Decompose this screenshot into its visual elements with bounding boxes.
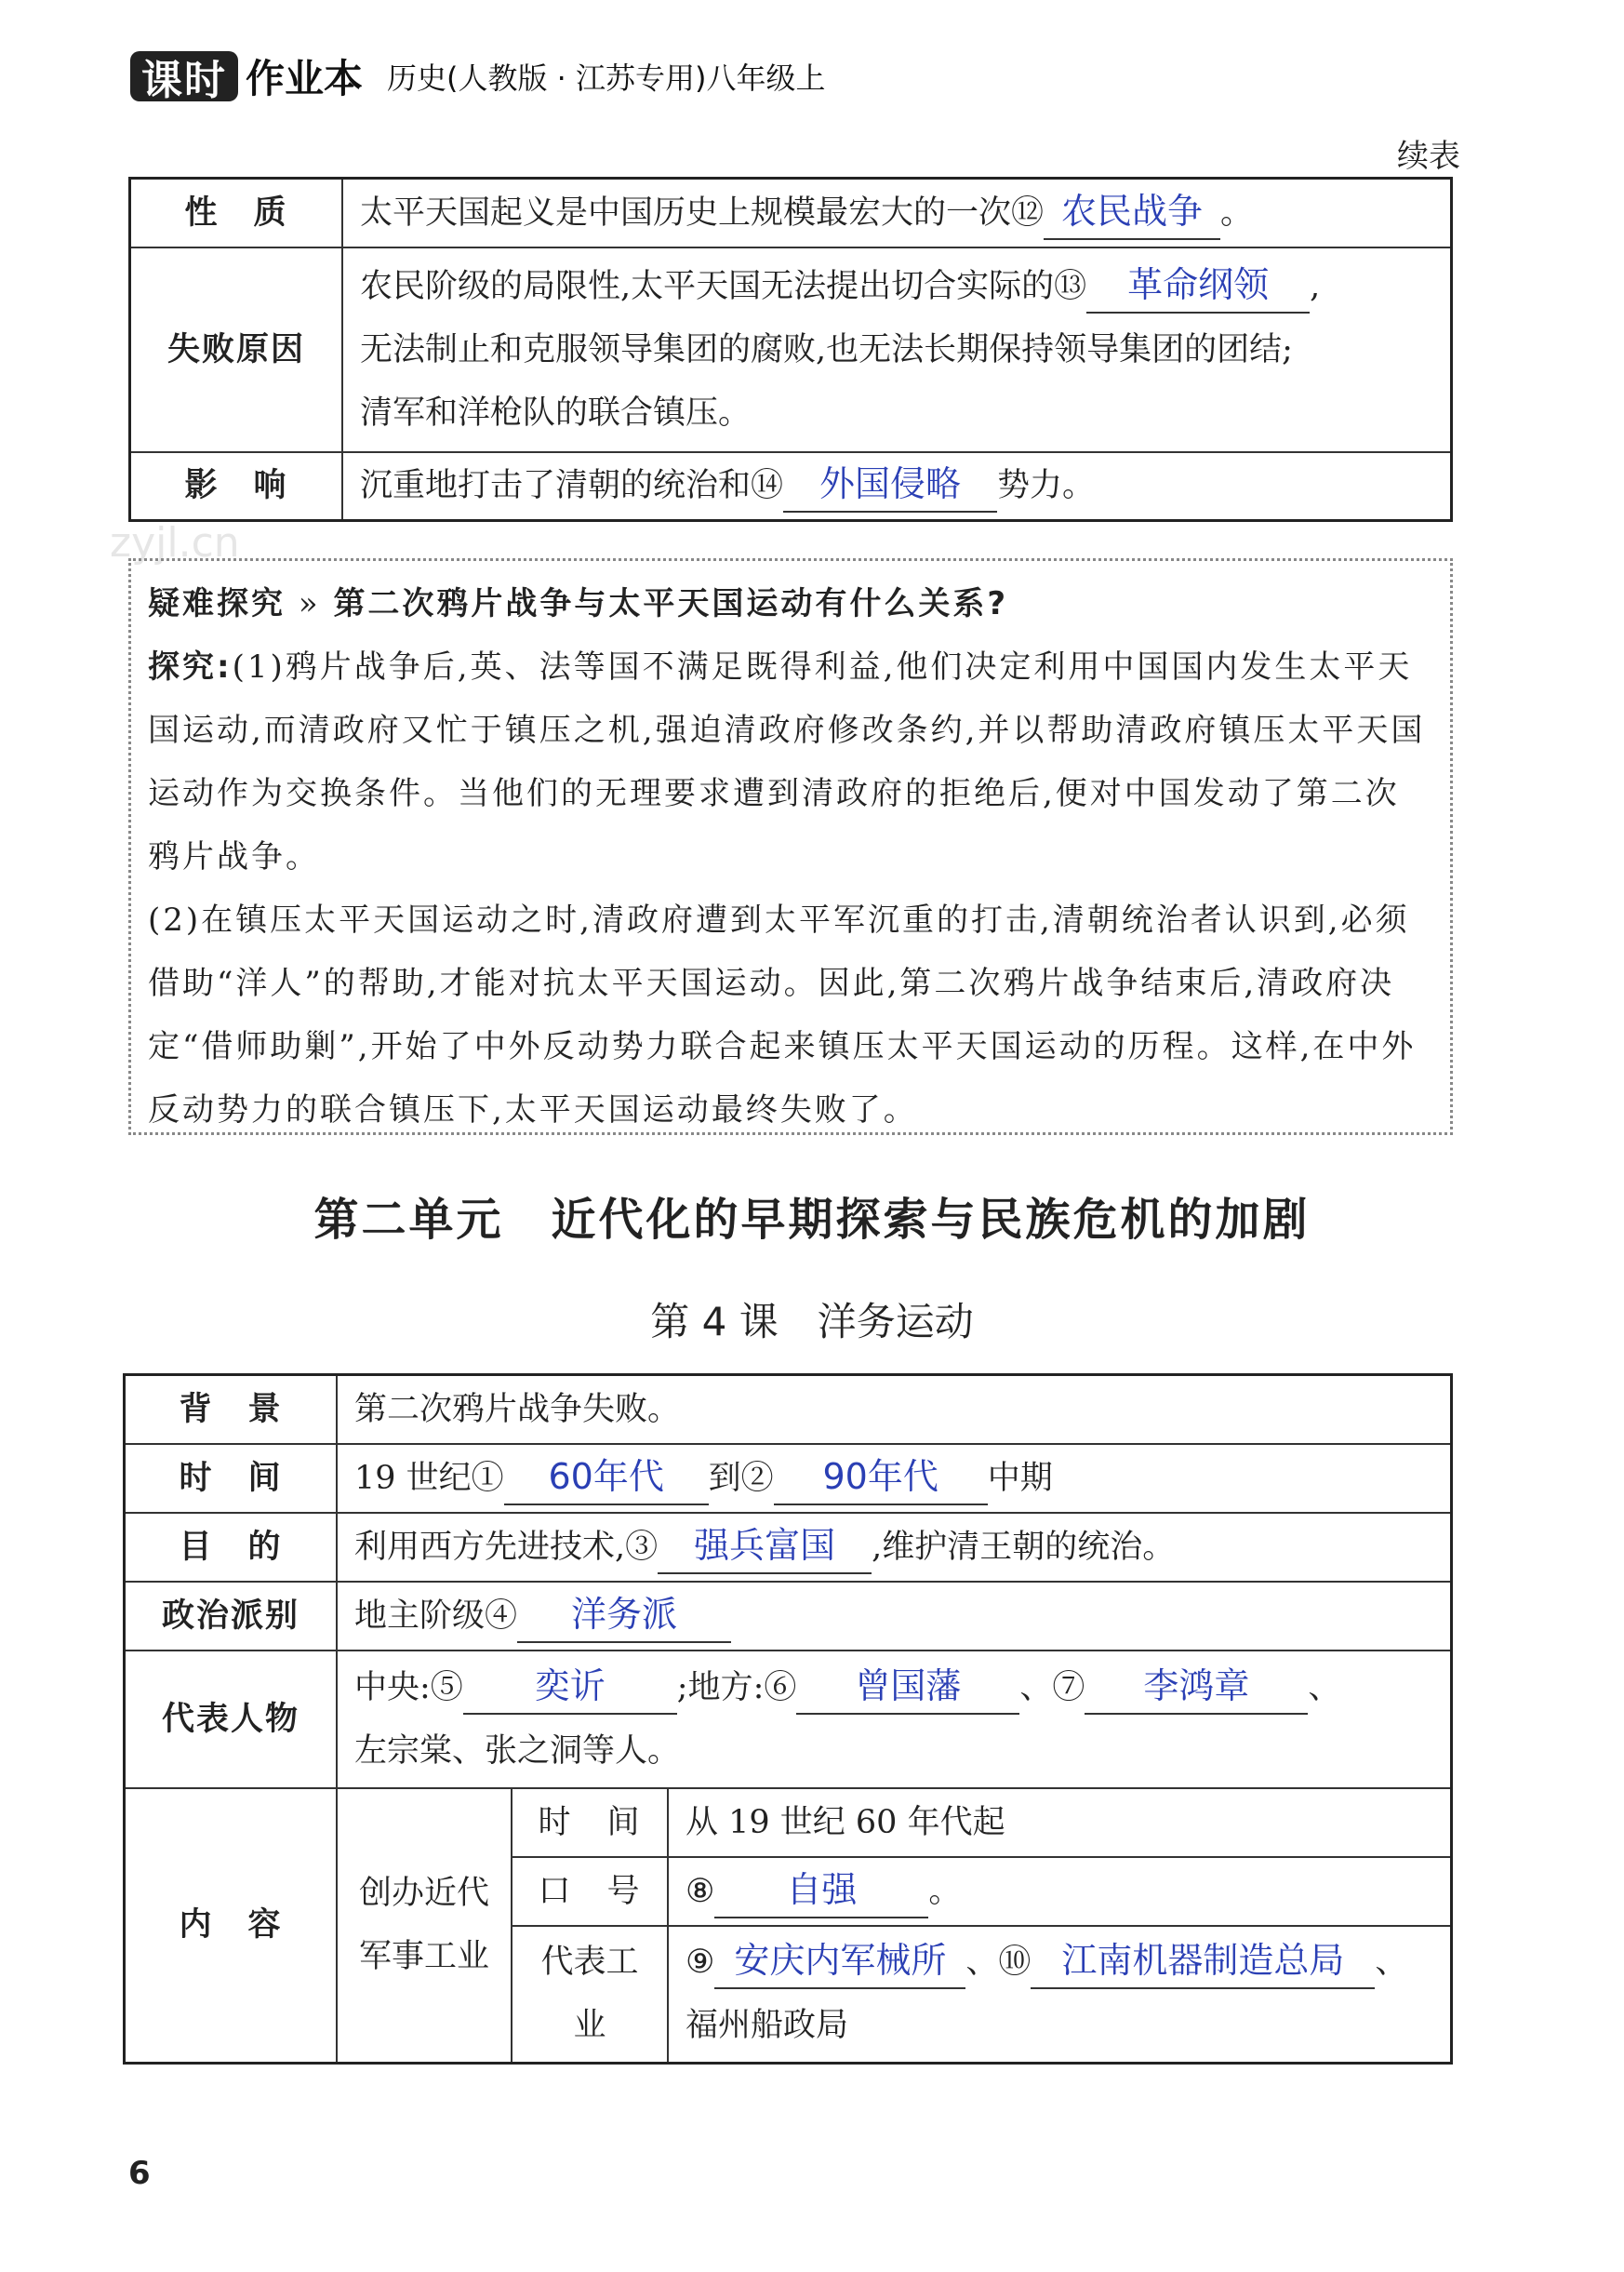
lesson-title: 第 4 课 洋务运动 xyxy=(650,1299,974,1344)
answer: 强兵富国 xyxy=(694,1524,836,1566)
row-label: 失败原因 xyxy=(130,247,343,452)
text: 左宗棠、张之洞等人。 xyxy=(354,1731,681,1770)
text: 19 世纪① xyxy=(354,1459,504,1497)
text: 清军和洋枪队的联合镇压。 xyxy=(360,394,752,432)
text: 到② xyxy=(708,1459,774,1497)
text: 沉重地打击了清朝的统治和⑭ xyxy=(360,467,784,505)
answer: 江南机器制造总局 xyxy=(1061,1940,1345,1982)
answer: 奕䜣 xyxy=(534,1664,606,1706)
text: 、⑩ xyxy=(965,1944,1032,1982)
text: 太平天国起义是中国历史上规模最宏大的一次⑫ xyxy=(360,194,1045,232)
text: 无法制止和克服领导集团的腐败,也无法长期保持领导集团的团结; xyxy=(360,330,1293,368)
explore-tag: 疑难探究 xyxy=(148,585,286,622)
row-content xyxy=(337,1651,1452,1788)
row-content xyxy=(337,1513,1452,1582)
sub-row-label: 代表工业 xyxy=(512,1926,668,2064)
answer: 90年代 xyxy=(822,1455,938,1497)
page-number: 6 xyxy=(128,2155,151,2192)
explore-paragraph-1: (1)鸦片战争后,英、法等国不满足既得利益,他们决定利用中国国内发生太平天国运动,而清政府又忙于镇压之机,强迫清政府修改条约,并以帮助清政府镇压太平天国运动作为交换条件。当他们的无理要求遭到清政府的拒绝后,便对中国发动了第二次鸦片战争。 xyxy=(148,648,1426,875)
table-row xyxy=(125,1375,1452,1444)
page-header xyxy=(130,48,826,104)
westernization-table xyxy=(123,1373,1453,2065)
book-title: 作业本 xyxy=(246,56,364,101)
text: 。 xyxy=(1220,194,1254,232)
text: 中期 xyxy=(987,1459,1053,1497)
text: , xyxy=(1310,267,1321,305)
unit-title: 第二单元 近代化的早期探索与民族危机的加剧 xyxy=(313,1194,1311,1246)
sub-row-label: 口 号 xyxy=(512,1857,668,1926)
answer: 洋务派 xyxy=(571,1593,678,1635)
text: 福州船政局 xyxy=(686,2007,849,2045)
answer: 外国侵略 xyxy=(819,463,962,505)
answer: 革命纲领 xyxy=(1127,263,1270,305)
table-row xyxy=(125,1444,1452,1513)
text: ⑨ xyxy=(686,1944,715,1982)
text: 利用西方先进技术,③ xyxy=(354,1528,659,1566)
answer: 李鸿章 xyxy=(1143,1664,1250,1706)
sub-label: 创办近代军事工业 xyxy=(337,1788,512,2064)
text: 地主阶级④ xyxy=(354,1597,518,1635)
text: ;地方:⑥ xyxy=(676,1668,797,1706)
table-row xyxy=(125,1513,1452,1582)
row-content xyxy=(337,1582,1452,1651)
answer: 自强 xyxy=(786,1868,858,1910)
arrow-icon: » xyxy=(298,585,321,622)
row-label: 时 间 xyxy=(125,1444,338,1513)
sub-row-content xyxy=(668,1926,1452,2064)
sub-row-content: 从 19 世纪 60 年代起 xyxy=(668,1788,1452,1857)
taiping-table xyxy=(128,177,1453,522)
sub-row-content xyxy=(668,1857,1452,1926)
text: 势力。 xyxy=(997,467,1096,505)
sub-row-label: 时 间 xyxy=(512,1788,668,1857)
answer: 曾国藩 xyxy=(855,1664,962,1706)
answer: 安庆内军械所 xyxy=(734,1940,947,1982)
table-row xyxy=(125,1651,1452,1788)
answer: 60年代 xyxy=(548,1455,664,1497)
table-row xyxy=(130,179,1452,247)
table-row xyxy=(125,1788,1452,1857)
row-label: 代表人物 xyxy=(125,1651,338,1788)
table-row xyxy=(130,452,1452,521)
brand-logo: 课时 xyxy=(130,51,238,101)
row-label: 背 景 xyxy=(125,1375,338,1444)
row-label: 影 响 xyxy=(130,452,343,521)
subject-title: 历史(人教版 · 江苏专用)八年级上 xyxy=(387,60,826,96)
text: 中央:⑤ xyxy=(354,1668,463,1706)
answer: 农民战争 xyxy=(1061,190,1204,232)
table-row xyxy=(130,247,1452,452)
row-label: 性 质 xyxy=(130,179,343,247)
row-content xyxy=(342,247,1452,452)
text: 农民阶级的局限性,太平天国无法提出切合实际的⑬ xyxy=(360,267,1087,305)
text: 、 xyxy=(1308,1668,1341,1706)
explore-label: 探究: xyxy=(148,648,233,686)
explore-box xyxy=(128,558,1453,1135)
row-label: 内 容 xyxy=(125,1788,338,2064)
row-content xyxy=(342,179,1452,247)
explore-paragraph-2: (2)在镇压太平天国运动之时,清政府遭到太平军沉重的打击,清朝统治者认识到,必须借助“洋人”的帮助,才能对抗太平天国运动。因此,第二次鸦片战争结束后,清政府决定“借师助剿”,开始了中外反动势力联合起来镇压太平天国运动的历程。这样,在中外反动势力的联合镇压下,太平天国运动最终失败了。 xyxy=(148,902,1417,1129)
text: ⑧ xyxy=(686,1872,715,1910)
row-content xyxy=(337,1444,1452,1513)
text: ,维护清王朝的统治。 xyxy=(872,1528,1176,1566)
explore-question: 第二次鸦片战争与太平天国运动有什么关系? xyxy=(333,585,1009,622)
row-content xyxy=(342,452,1452,521)
watermark: zyjl.cn xyxy=(110,519,240,567)
table-row xyxy=(125,1582,1452,1651)
text: 、⑦ xyxy=(1019,1668,1085,1706)
text: 。 xyxy=(928,1872,962,1910)
text: 、 xyxy=(1375,1944,1408,1982)
row-content: 第二次鸦片战争失败。 xyxy=(337,1375,1452,1444)
row-label: 政治派别 xyxy=(125,1582,338,1651)
row-label: 目 的 xyxy=(125,1513,338,1582)
continued-label: 续表 xyxy=(1397,138,1460,175)
